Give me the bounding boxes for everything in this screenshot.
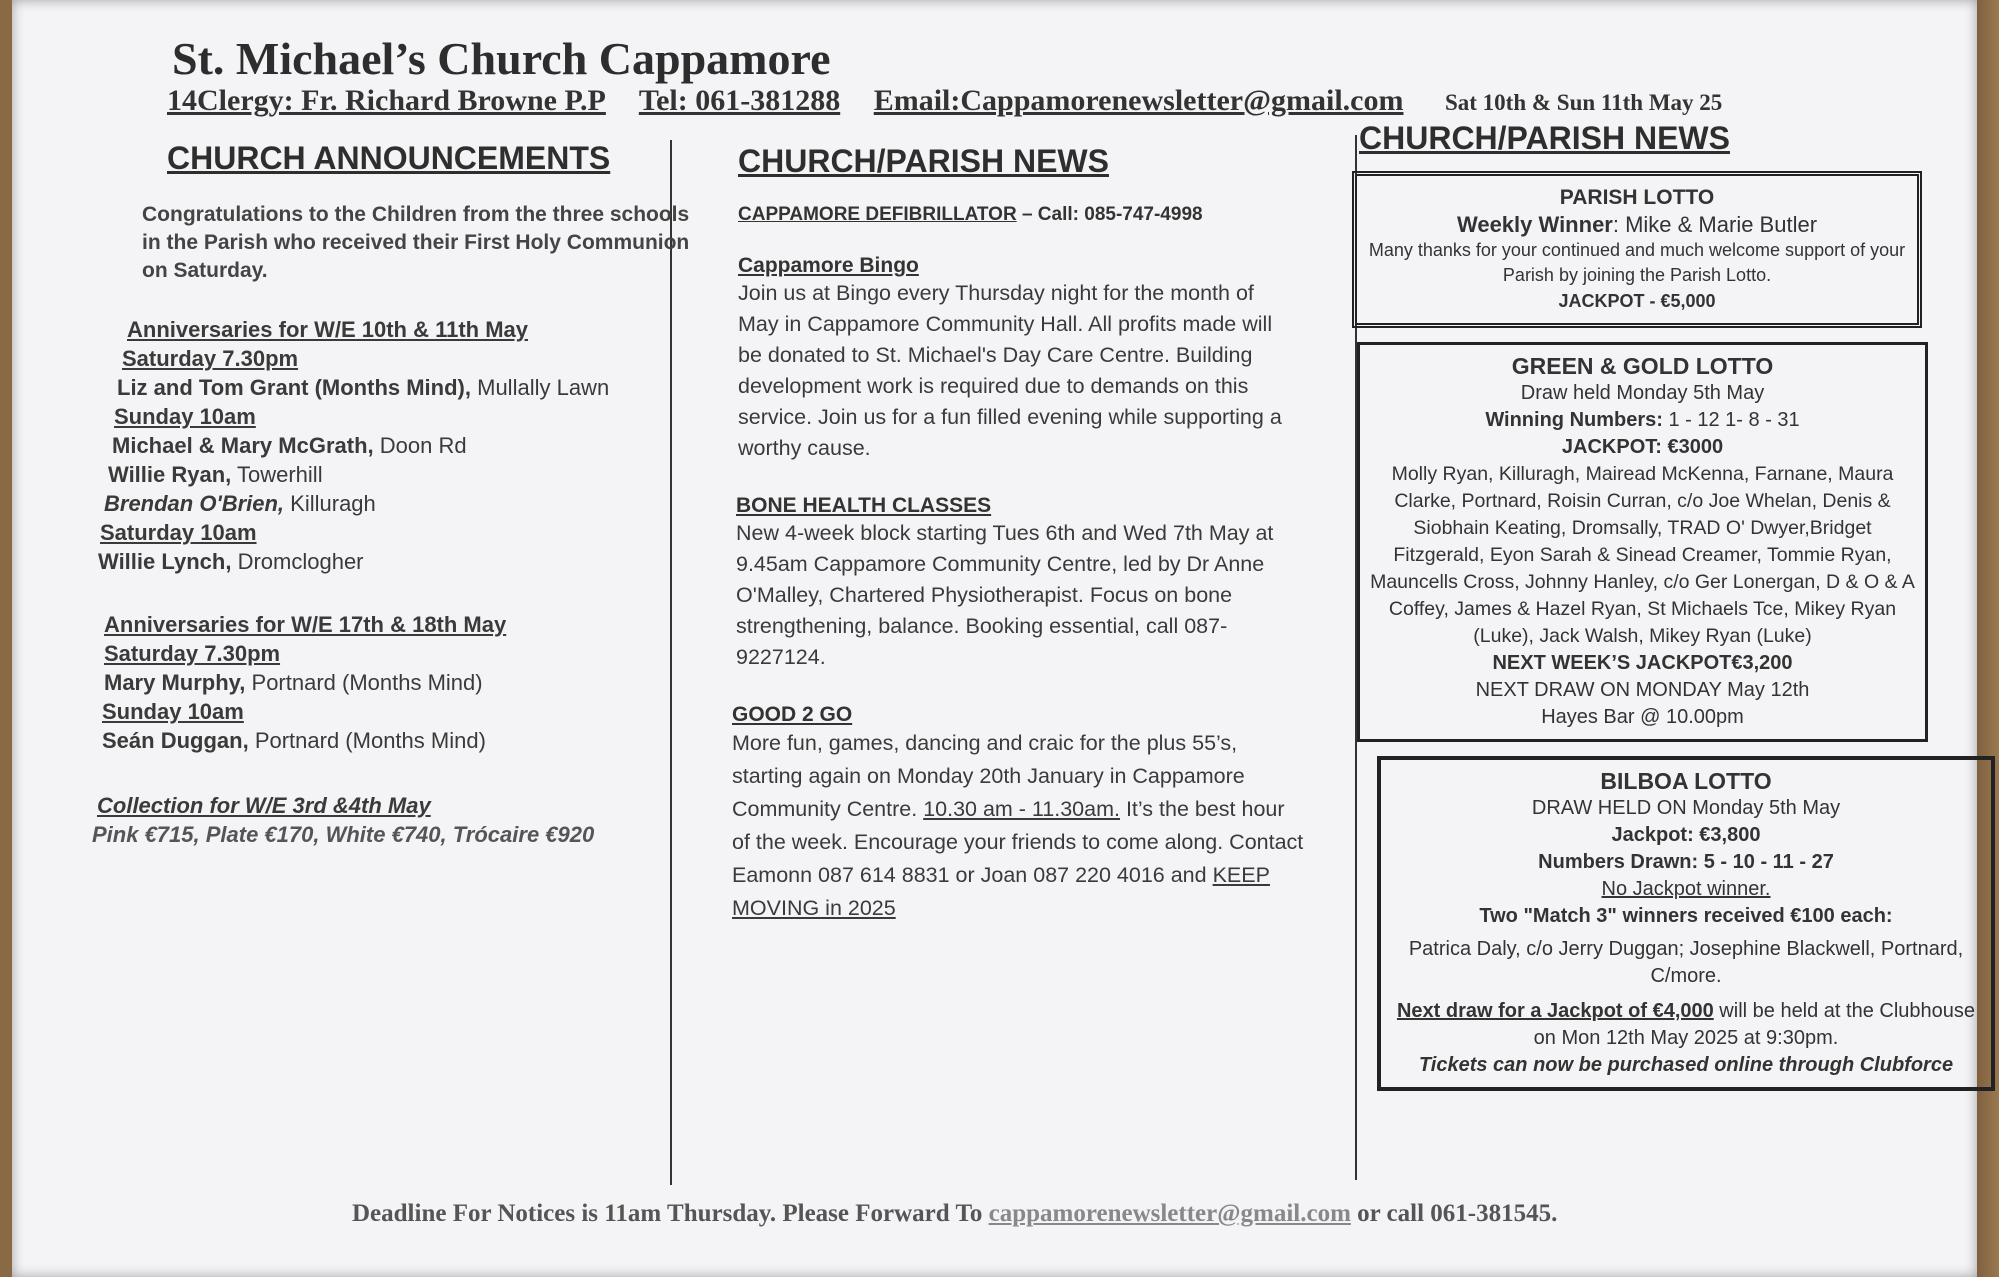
green-gold-draw-date: Draw held Monday 5th May (1520, 382, 1765, 404)
green-gold-numbers: Winning Numbers: 1 - 12 1- 8 - 31 (1485, 409, 1800, 431)
bingo-section (738, 254, 1298, 464)
anniversaries-17-18-may (82, 610, 702, 755)
collection-heading: Collection for W/E 3rd &4th May (97, 793, 431, 818)
bilboa-match3: Two "Match 3" winners received €100 each: (1479, 905, 1893, 927)
footer-deadline: Deadline For Notices is 11am Thursday. Please Forward To cappamorenewsletter@gmail.com or call 061-381545. (352, 1200, 1558, 1227)
lotto-column-heading: CHURCH/PARISH NEWS (1359, 120, 1730, 156)
anniversary-entry: Willie Lynch, Dromclogher (98, 549, 364, 574)
mass-time: Saturday 7.30pm (122, 346, 299, 371)
mass-time: Saturday 7.30pm (104, 641, 281, 666)
parish-lotto-thanks: Many thanks for your continued and much welcome support of your Parish by joining the Parish Lotto. (1368, 240, 1906, 285)
bilboa-winners: Patrica Daly, c/o Jerry Duggan; Josephine Blackwell, Portnard, C/more. (1408, 938, 1964, 987)
bone-health-heading: BONE HEALTH CLASSES (736, 494, 992, 517)
footer-email-link[interactable]: cappamorenewsletter@gmail.com (988, 1200, 1351, 1227)
good-2-go-heading: GOOD 2 GO (732, 703, 853, 726)
green-gold-next-draw: NEXT DRAW ON MONDAY May 12th (1475, 679, 1810, 701)
header-contact-line (167, 84, 1722, 118)
bilboa-draw-date: DRAW HELD ON Monday 5th May (1531, 797, 1841, 819)
anniversary-entry: Willie Ryan, Towerhill (108, 462, 323, 487)
announcements-column (82, 140, 702, 849)
issue-date: Sat 10th & Sun 11th May 25 (1444, 90, 1723, 115)
anniversary-entry: Michael & Mary McGrath, Doon Rd (112, 433, 467, 458)
green-gold-venue: Hayes Bar @ 10.00pm (1541, 706, 1744, 728)
bilboa-tickets: Tickets can now be purchased online through Clubforce (1418, 1054, 1954, 1076)
bilboa-lotto-box (1377, 756, 1995, 1091)
anniversary-entry: Liz and Tom Grant (Months Mind), Mullally Lawn (117, 375, 610, 400)
lotto-column (1347, 120, 1982, 1105)
green-gold-next-jackpot: NEXT WEEK’S JACKPOT€3,200 (1492, 652, 1793, 674)
anniversary-entry: Brendan O'Brien, Killuragh (104, 491, 376, 516)
anniversaries-10-11-may (82, 315, 702, 576)
green-gold-lotto-box (1357, 342, 1928, 742)
mass-time: Sunday 10am (114, 404, 256, 429)
green-gold-jackpot: JACKPOT: €3000 (1561, 436, 1724, 458)
collection-amounts: Pink €715, Plate €170, White €740, Trócaire €920 (92, 822, 595, 847)
announcements-heading: CHURCH ANNOUNCEMENTS (167, 140, 611, 176)
green-gold-title: GREEN & GOLD LOTTO (1511, 353, 1774, 379)
bingo-text: Join us at Bingo every Thursday night for the month of May in Cappamore Community Hall. All profits made will be donated to St. Michael's Day Care Centre. Building development work is required due to demands on this service. Join us for a fun filled evening while supporting a worthy cause. (738, 281, 1282, 460)
weekly-winner: Weekly Winner: Mike & Marie Butler (1456, 212, 1818, 237)
newsletter-page (12, 0, 1977, 1277)
good-2-go-text: More fun, games, dancing and craic for the plus 55’s, starting again on Monday 20th January in Cappamore Community Centre. 10.30 am - 11.30am. It’s the best hour of the week. Encourage your friends to come along. Contact Eamonn 087 614 8831 or Joan 087 220 4016 and KEEP MOVING in 2025 (732, 731, 1304, 920)
bilboa-no-winner: No Jackpot winner. (1601, 878, 1771, 900)
email-link[interactable]: Email:Cappamorenewsletter@gmail.com (873, 84, 1404, 117)
bone-health-text: New 4-week block starting Tues 6th and Wed 7th May at 9.45am Cappamore Community Centre, led by Dr Anne O'Malley, Chartered Physiotherapist. Focus on bone strengthening, balance. Booking essential, call 087-9227124. (736, 521, 1274, 669)
parish-lotto-jackpot: JACKPOT - €5,000 (1558, 291, 1716, 311)
parish-news-column (712, 143, 1332, 925)
defibrillator-notice: CAPPAMORE DEFIBRILLATOR – Call: 085-747-4998 (738, 204, 1203, 225)
clergy-line: 14Clergy: Fr. Richard Browne P.P (167, 84, 606, 117)
mass-time: Saturday 10am (100, 520, 257, 545)
anniversary-entry: Seán Duggan, Portnard (Months Mind) (102, 728, 486, 753)
newsletter-title: St. Michael’s Church Cappamore (172, 33, 831, 84)
good-2-go-section (732, 703, 1307, 925)
bilboa-next-draw: Next draw for a Jackpot of €4,000 will be held at the Clubhouse on Mon 12th May 2025 at 9:30pm. (1396, 1000, 1976, 1049)
parish-lotto-box (1352, 171, 1922, 328)
bingo-heading: Cappamore Bingo (738, 254, 919, 277)
bilboa-numbers: Numbers Drawn: 5 - 10 - 11 - 27 (1538, 851, 1834, 873)
parish-news-heading: CHURCH/PARISH NEWS (738, 143, 1109, 179)
anniversaries-heading: Anniversaries for W/E 17th & 18th May (104, 612, 507, 637)
parish-lotto-title: PARISH LOTTO (1559, 186, 1715, 209)
mass-time: Sunday 10am (102, 699, 244, 724)
telephone: Tel: 061-381288 (638, 84, 841, 117)
collection-section (82, 791, 702, 849)
green-gold-winners: Molly Ryan, Killuragh, Mairead McKenna, Farnane, Maura Clarke, Portnard, Roisin Curran, c/o Joe Whelan, Denis & Siobhain Keating, Dromsally, TRAD O' Dwyer,Bridget Fitzgerald, Eyon Sarah & Sinead Creamer, Tommie Ryan, Mauncells Cross, Johnny Hanley, c/o Ger Lonergan, D & O & A Coffey, James & Hazel Ryan, St Michaels Tce, Mikey Ryan (Luke), Jack Walsh, Mikey Ryan (Luke) (1370, 463, 1915, 647)
anniversary-entry: Mary Murphy, Portnard (Months Mind) (104, 670, 483, 695)
bilboa-title: BILBOA LOTTO (1600, 768, 1772, 794)
bilboa-jackpot: Jackpot: €3,800 (1611, 824, 1761, 846)
bone-health-section (736, 494, 1296, 673)
anniversaries-heading: Anniversaries for W/E 10th & 11th May (127, 317, 529, 342)
first-communion-congratulations: Congratulations to the Children from the three schools in the Parish who received their First Holy Communion on Saturday. (142, 203, 690, 282)
